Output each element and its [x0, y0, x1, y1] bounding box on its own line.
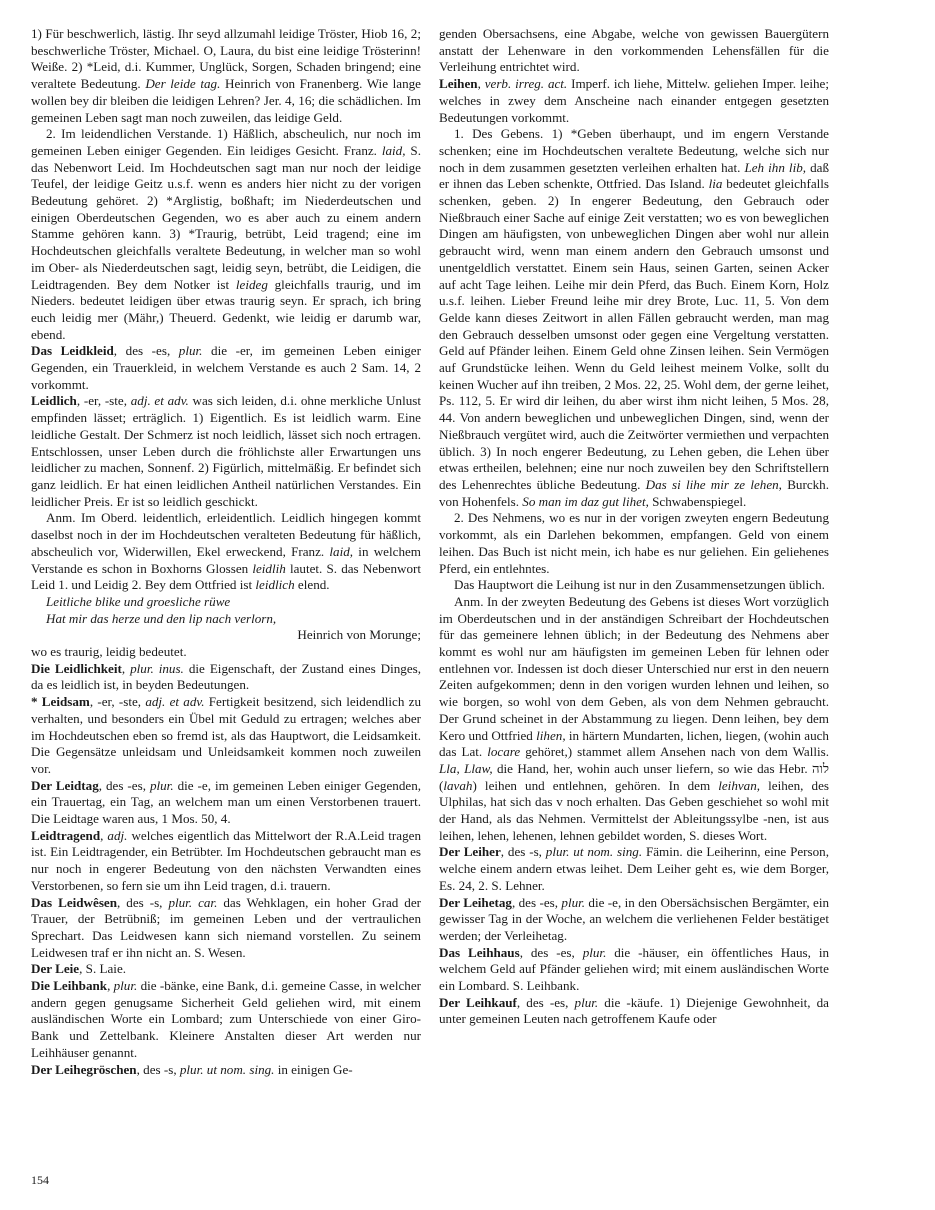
- headword: Der Leiher: [439, 844, 501, 860]
- text-run: Das Hauptwort die Leihung ist nur in den Zusammensetzungen üblich.: [454, 577, 825, 593]
- italic-text: plur.: [561, 894, 586, 910]
- headword: Der Leie: [31, 961, 80, 977]
- entry-paragraph: [439, 844, 829, 894]
- italic-text: Der leide tag.: [145, 76, 221, 92]
- text-run: ) leihen und entlehnen, gehören. In dem: [472, 777, 719, 793]
- text-run: , -er, -ste,: [76, 393, 131, 409]
- text-run: die -e, im gemeinen Leben einiger Gegenden, ein Trauertag, ein Tag, an welchem man um einen Verstorbenen trauert. Die Leidtage waren aus, 1 Mos. 50, 4.: [31, 777, 422, 827]
- italic-text: lavah: [443, 777, 473, 793]
- italic-text: plur.: [113, 978, 138, 994]
- italic-text: locare: [487, 744, 521, 760]
- text-run: 2. Im leidendlichen Verstande. 1) Häßlich, abscheulich, nur noch im gemeinen Leben einiger Gegenden. Ein leidiges Gesicht. Franz.: [31, 126, 421, 158]
- indented-paragraph: [439, 577, 829, 594]
- page-number: 154: [31, 1173, 49, 1187]
- text-run: Fämin. die Leiherinn, eine Person, welche einem andern etwas leihet. Dem Leiher geht es, wie dem Borger, Es. 24, 2. S. Lehner.: [439, 844, 829, 893]
- headword: Der Leihegröschen: [31, 1061, 137, 1077]
- text-run: , des -es,: [519, 944, 583, 960]
- text-run: , des -s,: [136, 1061, 180, 1077]
- italic-text: adj. et adv.: [145, 694, 205, 710]
- text-run: ,: [121, 660, 131, 676]
- text-run: welches eigentlich das Mittelwort der R.A.Leid tragen ist. Ein Leidtragender, ein Betrübter. Im Hochdeutschen gebraucht man es nur noch in engerer Bedeutung von den nächsten Verwandten eines Verstorbenen, so fern sie um ihn Leid tragen, d.i. trauern.: [31, 827, 421, 893]
- text-run: Imperf. ich liehe, Mittelw. geliehen Imper. leihe; welches in zwey dem Anscheine nach einander entgegen gesetzten Bedeutungen vorkommt.: [439, 76, 829, 125]
- italic-text: verb. irreg. act.: [484, 76, 568, 92]
- headword: Leihen: [439, 76, 478, 92]
- headword: Der Leihetag: [439, 894, 512, 910]
- text-run: in härtern Mundarten, lichen, liegen, (wohin auch das Lat.: [439, 727, 829, 760]
- text-run: bedeutet gleichfalls schenken, geben. 2) In engerer Bedeutung, den Gebrauch oder Nießbrauch einer Sache auf einige Zeit verstatten; wo es von beweglichen Dingen am häufigsten, von unbeweglichen Dingen aber wohl nur allein gebraucht wird, wenn man einem andern den Gebrauch umsonst und unentgeldlich verstattet. Einem sein Haus, seinen Garten, seinen Acker auf acht Tage leihen. Leihe mir dein Pferd, das Buch. Einem Korn, Holz u.s.f. leihen. Lieber Freund leihe mir drey Brote, Luc. 11, 5. Von dem Gelde kann dieses Zeitwort in allen Fällen gebraucht werden, man mag den Gebrauch desselben umsonst oder gegen eine Vergeltung verstatten. Geld auf Pfänder leihen. Einem Geld ohne Zinsen leihen. Sein Vermögen auf Grundstücke leihen. Wenn du Geld leihest meinem Volke, sollt du keinen Wucher auf ihn treiben, 2 Mos. 22, 25. Wohl dem, der gerne leihet, Ps. 112, 5. Er wird dir leihen, du aber wirst ihm nicht leihen, 5 Mos. 28, 44. Von andern beweglichen und unbeweglichen Dingen, sind, wenn der Nießbrauch vergütet wird, auch die Zeitwörter vermiethen und verpachten üblich. 3) In noch engerer Bedeutung, zu Lehen geben, die Lehen über etwas ertheilen, belehnen; eine nur noch zuweilen bey den Schriftstellern des Lehenrechtes übliche Bedeutung.: [439, 176, 830, 492]
- italic-text: laid,: [329, 543, 354, 559]
- text-run: die Hand, her, wohin auch unser liefern, so wie das Hebr. לוה (: [439, 760, 829, 793]
- italic-text: adj.: [107, 827, 128, 843]
- entry-paragraph: [31, 1062, 421, 1079]
- entry-paragraph: [439, 895, 829, 945]
- text-run: Burckh. von Hohenfels.: [439, 476, 830, 509]
- text-run: leihen, des Ulphilas, hat sich das v noch erhalten. Das Geben geschiehet so wohl mit der Hand, als das Nehmen. Vermittelst der Ableitungssylbe -nen, ist aus leihen, lehen, lehenen, lehnen gebildet worden, S. dieses Wort.: [439, 777, 829, 843]
- indented-paragraph: [31, 126, 421, 343]
- indented-paragraph: [439, 126, 829, 510]
- italic-text: lia: [708, 176, 723, 192]
- text-run: Schwabenspiegel.: [648, 493, 747, 509]
- italic-text: adj. et adv.: [130, 393, 189, 409]
- headword: Das Leidkleid: [31, 343, 114, 359]
- text-run: Hat mir das herze und den lip nach verlorn,: [46, 610, 277, 626]
- text-run: Anm. In der zweyten Bedeutung des Gebens ist dieses Wort vorzüglich im Oberdeutschen und in der anständigen Schreibart der Hochdeutschen für das gemeinere lehnen üblich; in der Bedeutung des Nehmens aber kommt es wohl nur am häufigsten im gemeinen Leben für lehnen oder entlehnen vor. Indessen ist doch dieser Unterschied nur erst in den neuern Zeiten aufgekommen; denn in den vorigen wurden lehnen und leihen, so wie borgen, so wohl von dem Geben, als von dem Nehmen gebraucht. Der Grund scheinet in der Abstammung zu liegen. Denn leihen, bey dem Kero und Ottfried: [439, 593, 829, 743]
- text-run: in welchem Verstande es schon in Boxhorns Glossen: [31, 543, 421, 576]
- text-run: Anm. Im Oberd. leidentlich, erleidentlich. Leidlich hingegen kommt daselbst noch in der im Hochdeutschen veralteten Bedeutung für häßlich, abscheulich vor, Widerwillen, Ekel erweckend, Franz.: [31, 510, 421, 559]
- citation-line: [31, 627, 421, 644]
- text-run: wo es traurig, leidig bedeutet.: [31, 644, 187, 660]
- entry-paragraph: [31, 961, 421, 978]
- entry-paragraph: [31, 978, 421, 1062]
- text-run: Leitliche blike und groesliche rüwe: [46, 593, 231, 609]
- text-run: , des -es,: [113, 343, 179, 359]
- entry-paragraph: [439, 995, 829, 1028]
- entry-paragraph: [439, 26, 829, 76]
- text-run: , des -s,: [117, 894, 169, 910]
- text-run: gehöret,) stammet allem Ansehen nach von dem Wallis.: [520, 744, 829, 760]
- text-run: 1. Des Gebens. 1) *Geben überhaupt, und im engern Verstande schenken; eine im Hochdeutschen veraltete Bedeutung, welche sich nur noch in dem zusammen gesetzten verleihen erhalten hat.: [439, 126, 829, 175]
- text-run: in einigen Ge-: [274, 1061, 353, 1077]
- text-run: Fertigkeit besitzend, sich leidendlich zu verhalten, und besonders ein Übel mit Geduld zu ertragen; welches aber im Hochdeutschen eben so fremd ist, als das Hauptwort, die Leidsamkeit. Die Gegensätze unleidsam und Unleidsamkeit kommen noch zuweilen vor.: [31, 694, 421, 776]
- text-run: gleichfalls traurig, und im Nieders. bedeutet leidigen über etwas traurig seyn. Er sprach, ich bring euch leidig mer (Mähr,) Theuerd. Gedenkt, wie leidig er darumb war, ebend.: [31, 276, 421, 342]
- headword: Leidlich: [31, 393, 77, 409]
- headword: Die Leidlichkeit: [31, 660, 122, 676]
- headword: Der Leidtag: [31, 777, 99, 793]
- text-run: ,: [107, 978, 114, 994]
- entry-paragraph: [439, 76, 829, 126]
- text-run: , des -es,: [98, 777, 150, 793]
- italic-text: Das si lihe mir ze lehen,: [645, 476, 782, 492]
- headword: * Leidsam: [31, 694, 90, 710]
- italic-text: leihvan,: [718, 777, 761, 793]
- italic-text: plur.: [574, 994, 599, 1010]
- italic-text: plur.: [582, 944, 607, 960]
- text-run: ,: [477, 76, 485, 92]
- text-run: was sich leiden, d.i. ohne merkliche Unlust empfinden lässet; erträglich. 1) Eigentlich. Es ist leidlich warm. Eine leidliche Gestalt. Der Schmerz ist noch leidlich, lässet sich noch ertragen. Entschlossen, unser Leben durch die fröhlichste aller Erwartungen uns leidlicher zu machen, Sonnenf. 2) Figürlich, mittelmäßig. Er befindet sich ganz leidlich. Er hat einen leidlichen Antheil natürlichen Verstandes. Ein leidlicher Preis. Er ist so leidlich geschickt.: [31, 393, 421, 509]
- indented-paragraph: [439, 594, 829, 845]
- text-run: lautet. S. das Nebenwort Leid 1. und Leidig 2. Bey dem Ottfried ist: [31, 560, 421, 593]
- italic-text: Leh ihn lib,: [744, 159, 807, 175]
- italic-text: plur. ut nom. sing.: [179, 1061, 275, 1077]
- text-run: die -er, im gemeinen Leben einiger Gegenden, ein Trauerkleid, in welchem Verstande es auch 2 Sam. 14, 2 vorkommt.: [31, 343, 421, 392]
- text-run: die -häuser, ein öffentliches Haus, in welchem Geld auf Pfänder geliehen wird; mit einem ausländischen Worte ein Lombard. S. Leihbank.: [439, 944, 830, 994]
- italic-text: laid,: [381, 142, 406, 158]
- italic-text: lihen,: [536, 727, 566, 743]
- entry-paragraph: [31, 644, 421, 661]
- entry-paragraph: [31, 343, 421, 393]
- text-run: die -bänke, eine Bank, d.i. gemeine Casse, in welcher andern gegen genugsame Sicherheit Geld geliehen wird, mit einem ausländischen Worte ein Lombard; zum Unterschiede von einer Giro-Bank und Zettelbank. Kleinere Anstalten dieser Art werden nur Leihhäuser genannt.: [31, 978, 421, 1060]
- italic-text: plur.: [178, 343, 203, 359]
- text-run: , des -s,: [500, 844, 546, 860]
- text-run: Heinrich von Morunge;: [297, 627, 421, 643]
- text-run: Heinrich von Franenberg. Wie lange wollen bey dir bleiben die leidigen Lehren? Jer. 4, 16; die schädlichen. Im gemeinen Leben sagt man noch zuweilen, das leidige Geld.: [31, 76, 421, 125]
- headword: Das Leihhaus: [439, 944, 520, 960]
- verse-line: [31, 611, 421, 628]
- entry-paragraph: [439, 945, 829, 995]
- text-run: elend.: [294, 577, 330, 593]
- italic-text: plur. car.: [168, 894, 218, 910]
- italic-text: So man im daz gut lihet,: [522, 493, 649, 509]
- verse-line: [31, 594, 421, 611]
- text-run: , des -es,: [511, 894, 562, 910]
- entry-paragraph: [31, 694, 421, 778]
- entry-paragraph: [31, 828, 421, 895]
- headword: Leidtragend: [31, 827, 101, 843]
- text-run: 1) Für beschwerlich, lästig. Ihr seyd allzumahl leidige Tröster, Hiob 16, 2; beschwerliche Tröster, Michael. O, Laura, du bist eine leidige Trösterinn! Weiße. 2) *Leid, d.i. Kummer, Unglück, Sorgen, Schaden bringend; eine veraltete Bedeutung.: [31, 26, 421, 92]
- text-run: genden Obersachsens, eine Abgabe, welche von gewissen Bauergütern anstatt der Lehenware in den vorkommenden Lehensfällen für die Verleihung entrichtet wird.: [439, 26, 829, 75]
- text-run: , -er, -ste,: [89, 694, 146, 710]
- italic-text: plur.: [149, 777, 174, 793]
- text-run: 2. Des Nehmens, wo es nur in der vorigen zweyten engern Bedeutung vorkommt, als ein Darlehen bekommen, empfangen. Geld von einem leihen. Das Buch ist nicht mein, ich habe es nur geliehen. Ein geliehenes Pferd, ein entlehntes.: [439, 510, 829, 576]
- entry-paragraph: [31, 895, 421, 962]
- italic-text: leidlich: [255, 577, 295, 593]
- headword: Das Leidwêsen: [31, 894, 118, 910]
- text-run: die Eigenschaft, der Zustand eines Dinges, da es leidlich ist, in beyden Bedeutungen.: [31, 660, 422, 693]
- italic-text: plur. inus.: [130, 660, 184, 676]
- italic-text: Lla, Llaw,: [439, 760, 493, 776]
- text-run: die -käufe. 1) Diejenige Gewohnheit, da unter gemeinen Leuten nach getroffenem Kaufe oder: [439, 994, 829, 1027]
- entry-paragraph: [31, 393, 421, 510]
- text-run: die -e, in den Obersächsischen Bergämter, ein gewisser Tag in der Woche, an welchem die verliehenen Felder bestätiget werden; der Verleihetag.: [439, 894, 830, 943]
- entry-paragraph: [31, 26, 421, 126]
- indented-paragraph: [439, 510, 829, 577]
- italic-text: leidlih: [252, 560, 286, 576]
- text-run: , des -es,: [516, 994, 575, 1010]
- headword: Der Leihkauf: [439, 994, 517, 1010]
- text-run: ,: [100, 827, 108, 843]
- text-run: , S. Laie.: [79, 961, 127, 977]
- text-run: daß er ihnen das Leben schenkte, Ottfried. Das Island.: [439, 159, 829, 192]
- indented-paragraph: [31, 510, 421, 594]
- entry-paragraph: [31, 661, 421, 694]
- left-column: [31, 26, 421, 1078]
- italic-text: plur. ut nom. sing.: [545, 844, 643, 860]
- right-column: [439, 26, 829, 1028]
- italic-text: leideg: [235, 276, 268, 292]
- text-run: das Wehklagen, ein hoher Grad der Trauer, der Betrübniß; im gemeinen Leben und der vertraulichen Sprechart. Das Leidwesen kann sich niemand vorstellen. Zu seinem Leidwesen traf er ihn nicht an. S. Wesen.: [31, 894, 422, 960]
- text-run: S. das Nebenwort Leid. Im Hochdeutschen sagt man nur noch der leidige Teufel, der leidige Geitz u.s.f. wenn es anders hier nicht zu der vorigen Bedeutung gehöret. 2) *Arglistig, boßhaft; im Niederdeutschen und einigen Oberdeutschen Gegenden, wo es aber auch zu einem andern Stamme gehören kann. 3) *Traurig, betrübt, Leid tragend; eine im Hochdeutschen gleichfalls veraltete Bedeutung, in welcher man so wohl im Ober- als Niederdeutschen sagt, leidig seyn, betrübt, die Leidigen, die Leidtragenden. Bey dem Notker ist: [31, 142, 421, 292]
- entry-paragraph: [31, 778, 421, 828]
- headword: Die Leihbank: [31, 978, 108, 994]
